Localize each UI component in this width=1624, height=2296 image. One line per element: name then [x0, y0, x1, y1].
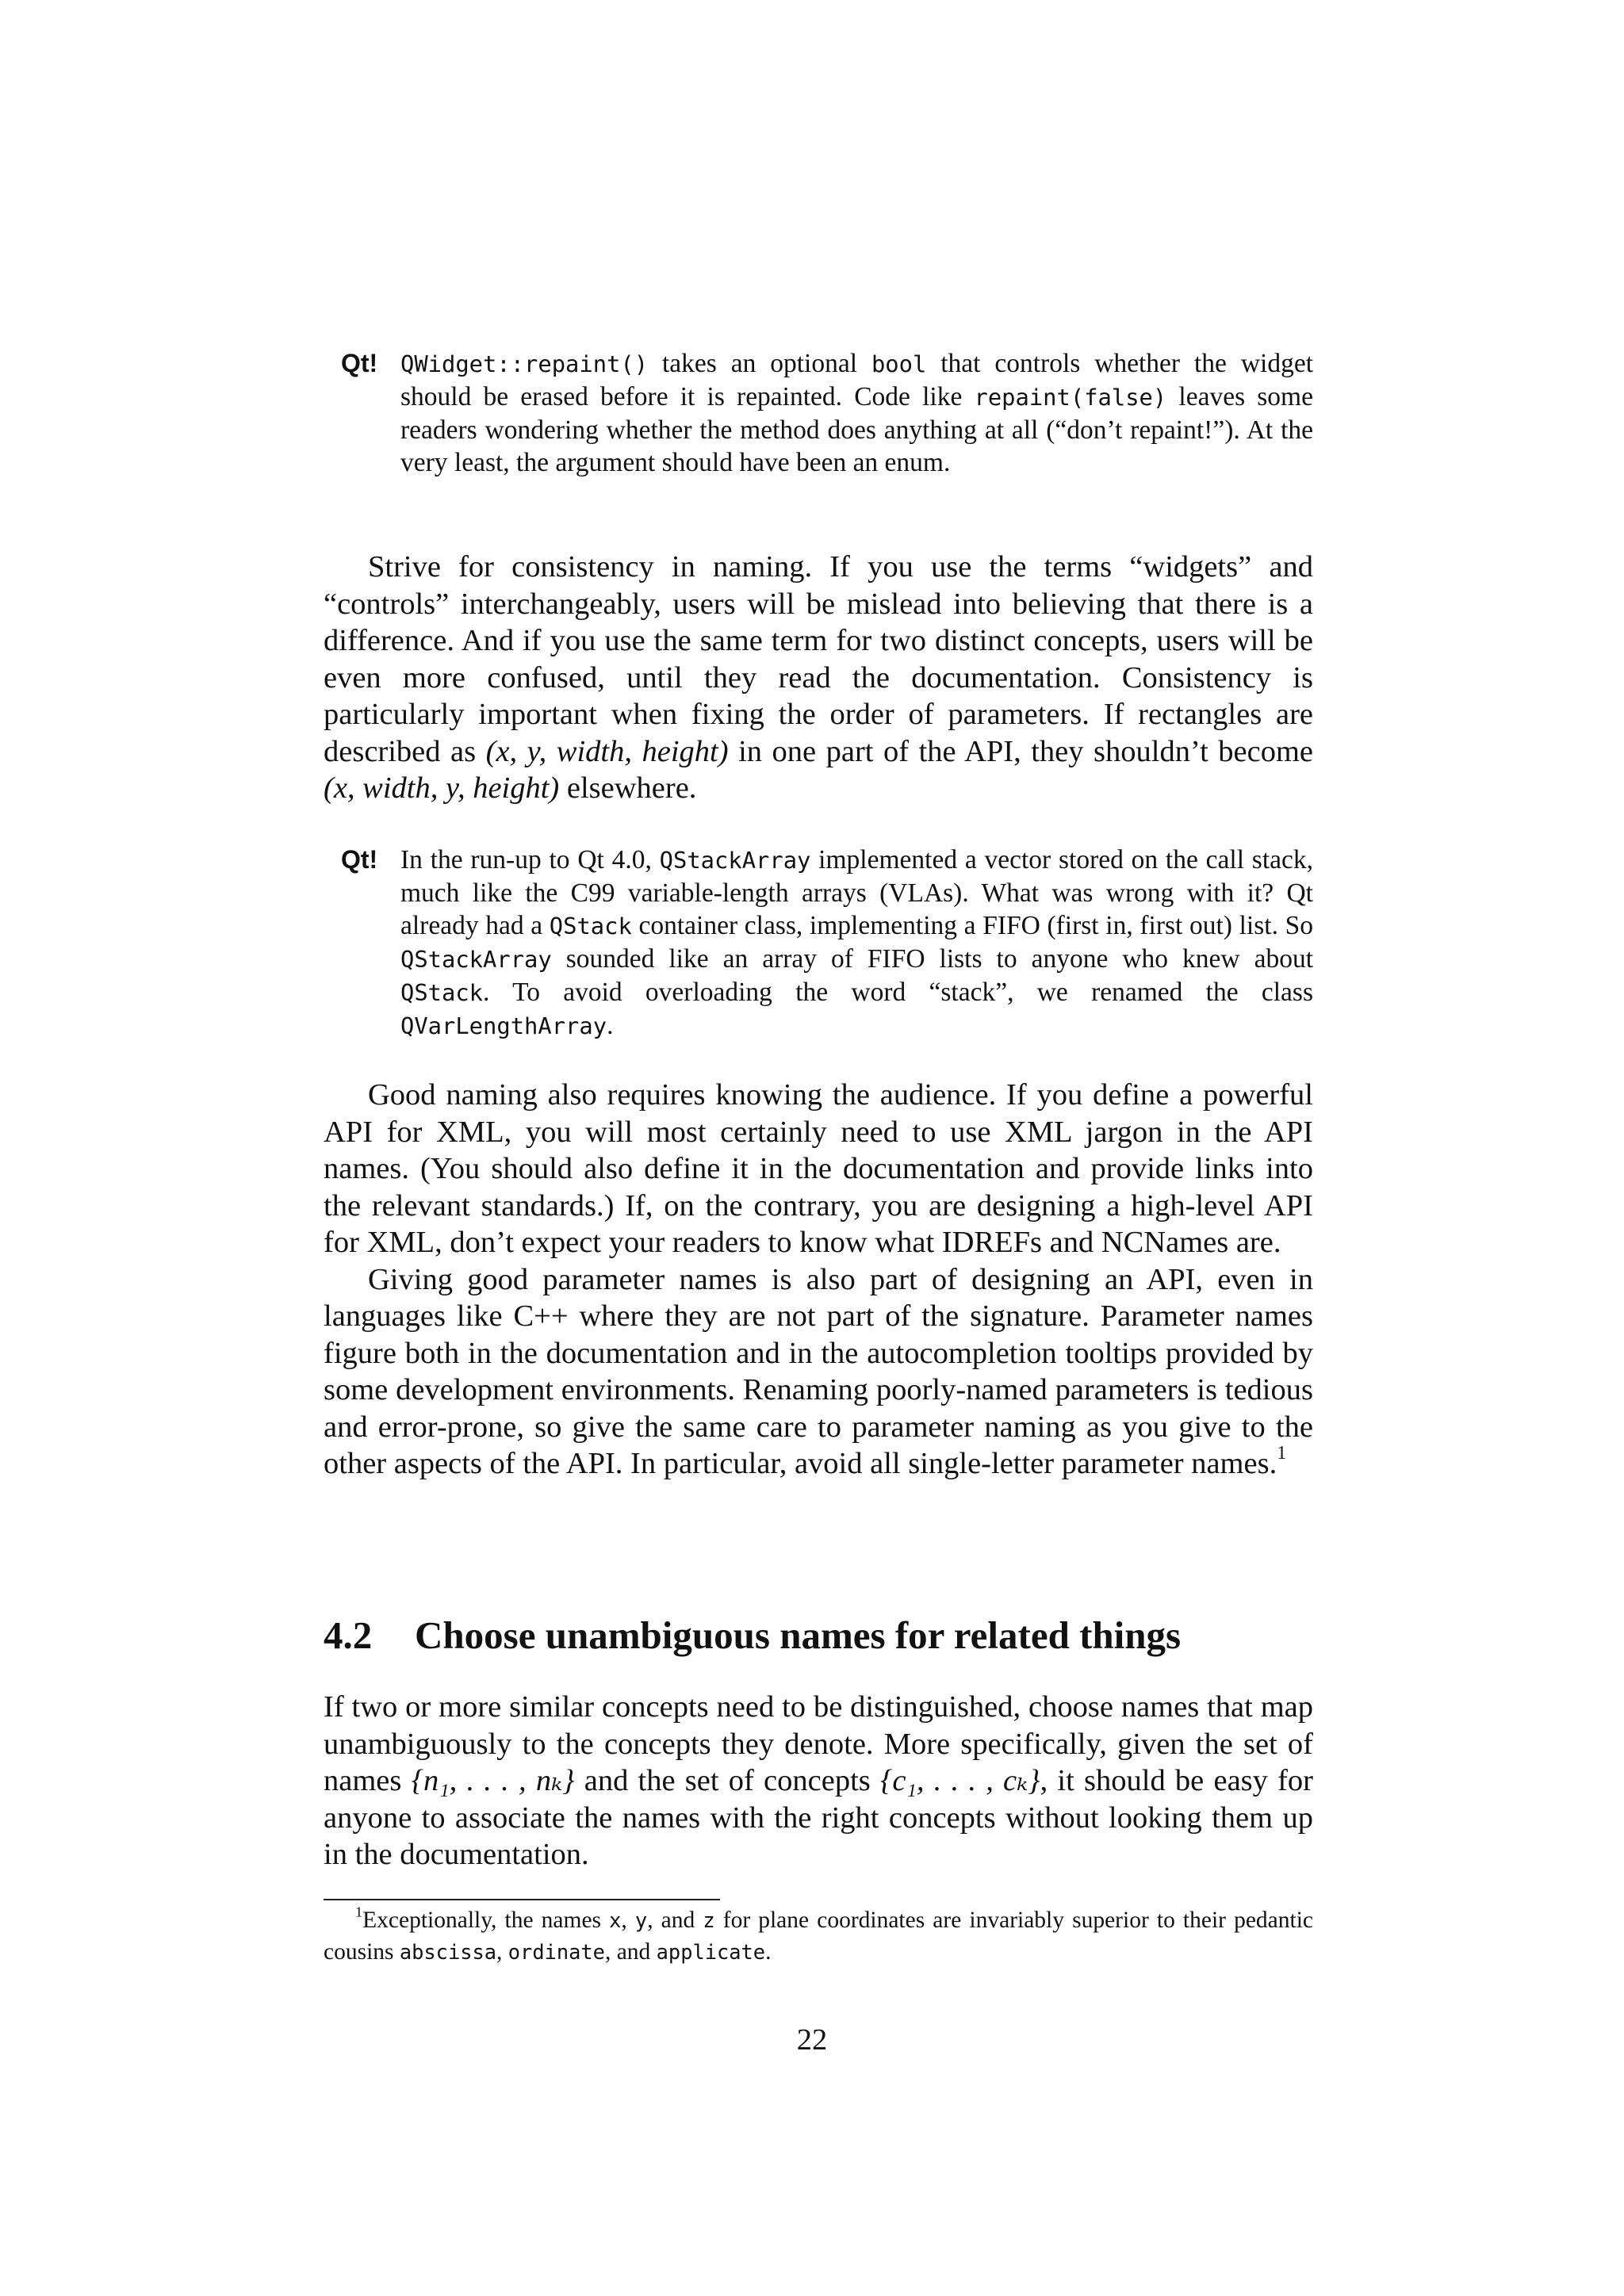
paragraph-audience [324, 1077, 1313, 1483]
qt-note-label: Qt! [341, 845, 378, 874]
paragraph-text: If two or more similar concepts need to be distinguished, choose names that map unambiguously to the concepts they denote. More specifically, given the set of names {n₁, . . . , nₖ} and the set of concepts {c₁, . . . , cₖ}, it should be easy for anyone to associate the names with the right concepts without looking them up in the documentation. [324, 1690, 1313, 1871]
code-bool: bool [871, 350, 927, 377]
footnote: $^1$Exceptionally, the names x, y, and z for plane coordinates are invariably superior to their pedantic cousins abscissa, ordinate, and applicate. [324, 1904, 1314, 1965]
paragraph-consistency [324, 549, 1313, 807]
math-rect-1: (x, y, width, height) [485, 734, 729, 768]
section-heading [324, 1612, 1313, 1659]
section-title: Choose unambiguous names for related things [415, 1613, 1182, 1657]
footnote-rule [324, 1899, 720, 1900]
paragraph-text: Good naming also requires knowing the audience. If you define a powerful API for XML, you will most certainly need to use XML jargon in the API names. (You should also define it in the documentation and provide links into the relevant standards.) If, on the contrary, you are designing a high-level API for XML, don’t expect your readers to know what IDREFs and NCNames are. [324, 1078, 1313, 1259]
qt-note-text: In the run-up to Qt 4.0, QStackArray implemented a vector stored on the call stack, much like the C99 variable-length arrays (VLAs). What was wrong with it? Qt already had a QStack container class, implementing a FIFO (first in, first out) list. So QStackArray sounded like an array of FIFO lists to anyone who knew about QStack. To avoid overloading the word “stack”, we renamed the class QVarLengthArray. [400, 845, 1313, 1040]
qt-note-text: QWidget::repaint() takes an optional bool that controls whether the widget should be erased before it is repainted. Code like repaint(false) leaves some readers wondering whether the method does anything at all (“don’t repaint!”). At the very least, the argument should have been an enum. [400, 349, 1313, 477]
paragraph-text: Strive for consistency in naming. If you use the terms “widgets” and “controls” interchangeably, users will be mislead into believing that there is a difference. And if you use the same term for two distinct concepts, users will be even more confused, until they read the documentation. Consistency is particularly important when fixing the order of parameters. If rectangles are described as (x, y, width, height) in one part of the API, they shouldn’t become (x, width, y, height) elsewhere. [324, 550, 1314, 805]
code-repaint-false: repaint(false) [974, 384, 1167, 411]
footnote-mark: 1 [355, 1904, 363, 1920]
footnote-ref[interactable]: 1 [1277, 1443, 1287, 1464]
qt-note-label: Qt! [341, 349, 378, 377]
page-number: 22 [796, 2023, 828, 2057]
qt-note-repaint [341, 347, 1313, 479]
qt-note-qstackarray [341, 844, 1313, 1043]
section-number: 4.2 [324, 1613, 373, 1657]
paragraph-parameter-names: Giving good parameter names is also part of designing an API, even in languages like C++ where they are not part of the signature. Parameter names figure both in the documentation and in the autocompletion tooltips provided by some development environments. Renaming poorly-named parameters is tedious and error-prone, so give the same care to parameter naming as you give to the other aspects of the API. In particular, avoid all single-letter parameter names.$^1$ [324, 1262, 1313, 1480]
paragraph-unambiguous [324, 1689, 1313, 1873]
math-concepts-set: {c₁, . . . , cₖ} [879, 1764, 1040, 1797]
code-qwidget-repaint: QWidget::repaint() [400, 350, 649, 377]
math-rect-2: (x, width, y, height) [324, 771, 560, 805]
math-names-set: {n₁, . . . , nₖ} [411, 1764, 575, 1797]
